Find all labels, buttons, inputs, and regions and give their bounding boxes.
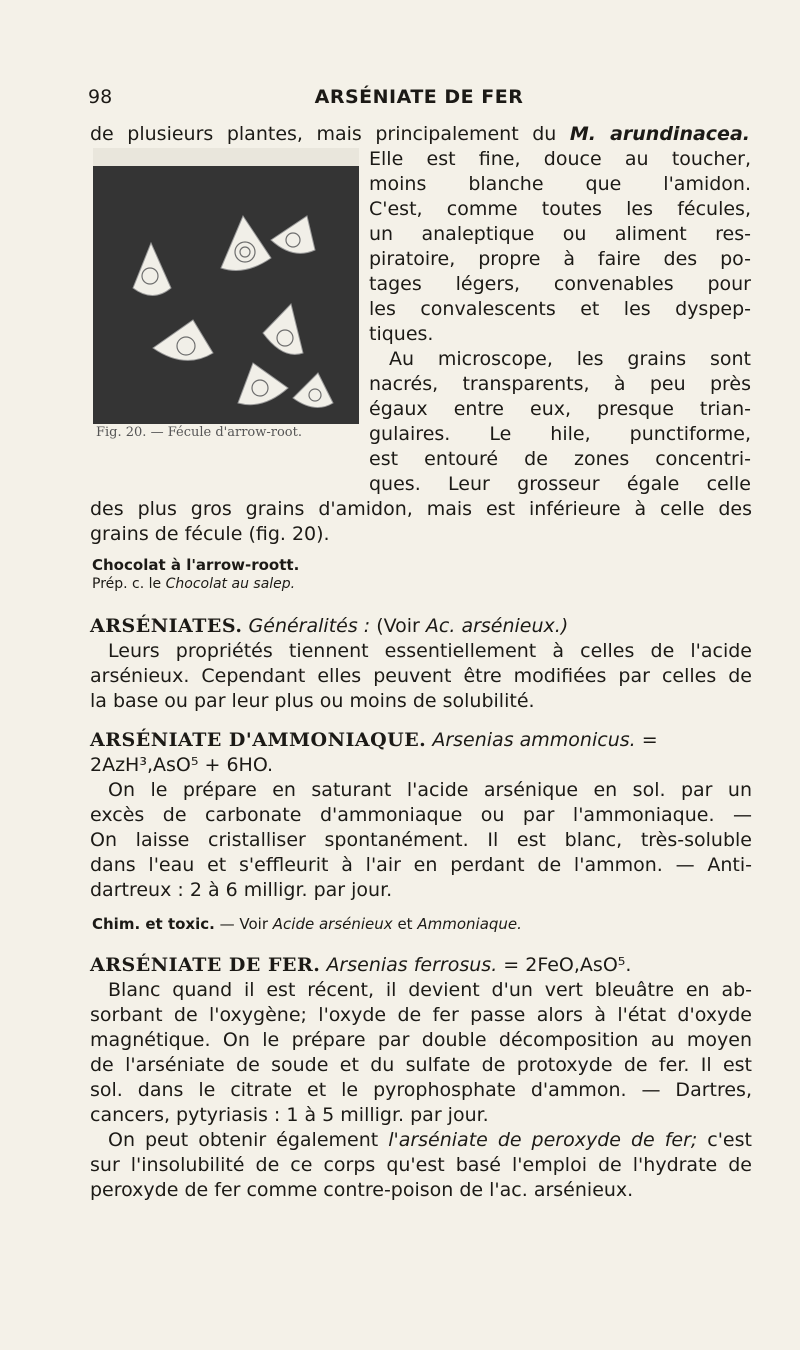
running-title: ARSÉNIATE DE FER <box>314 86 524 108</box>
fer-line: magnétique. On le prépare par double décomposition au moyen <box>90 1029 752 1051</box>
right-line: moins blanche que l'amidon. <box>369 173 751 195</box>
species-name: M. arundinacea. <box>569 123 750 145</box>
right-line: est entouré de zones concentri- <box>369 448 751 470</box>
ammoniaque-line: On laisse cristalliser spontanément. Il est blanc, très-soluble <box>90 829 752 851</box>
ammoniaque-line: dartreux : 2 à 6 milligr. par jour. <box>90 879 393 901</box>
fer-line: sol. dans le citrate et le pyrophosphate d'ammon. — Dartres, <box>90 1079 752 1101</box>
ammoniaque-line: excès de carbonate d'ammoniaque ou par l'ammoniaque. — <box>90 804 752 826</box>
fer-line: cancers, pytyriasis : 1 à 5 milligr. par jour. <box>90 1104 489 1126</box>
right-line: tages légers, convenables pour <box>369 273 751 295</box>
chocolat-prep: Prép. c. le Chocolat au salep. <box>92 576 296 592</box>
fer-tail-line: sur l'insolubilité de ce corps qu'est basé l'emploi de l'hydrate de <box>90 1154 752 1176</box>
continuation-line: grains de fécule (fig. 20). <box>90 523 330 545</box>
ammoniaque-line: dans l'eau et s'effleurit à l'air en perdant de l'ammon. — Anti- <box>90 854 752 876</box>
arseniates-line: la base ou par leur plus ou moins de solubilité. <box>90 690 535 712</box>
arseniates-heading-line: ARSÉNIATES. Généralités : (Voir Ac. arsénieux.) <box>90 615 569 637</box>
microscope-figure <box>93 148 359 424</box>
right-line: nacrés, transparents, à peu près <box>369 373 751 395</box>
fer-latin: Arsenias ferrosus. <box>326 954 498 976</box>
fer-line: de l'arséniate de soude et du sulfate de protoxyde de fer. Il est <box>90 1054 752 1076</box>
ammoniaque-heading: ARSÉNIATE D'AMMONIAQUE. <box>90 729 427 751</box>
chim-note: Chim. et toxic. — Voir Acide arsénieux et Ammoniaque. <box>92 915 522 933</box>
fer-line: Blanc quand il est récent, il devient d'un vert bleuâtre en ab- <box>108 979 752 1001</box>
ammoniaque-heading-line: ARSÉNIATE D'AMMONIAQUE. Arsenias ammonicus. = <box>90 729 658 751</box>
fer-heading-line: ARSÉNIATE DE FER. Arsenias ferrosus. = 2FeO,AsO⁵. <box>90 954 632 976</box>
right-line: Elle est fine, douce au toucher, <box>369 148 751 170</box>
intro-line <box>90 122 750 147</box>
ammoniaque-line: On le prépare en saturant l'acide arsénique en sol. par un <box>108 779 752 801</box>
right-line: C'est, comme toutes les fécules, <box>369 198 751 220</box>
ammoniaque-latin: Arsenias ammonicus. <box>432 729 636 751</box>
right-line: Au microscope, les grains sont <box>389 348 751 370</box>
right-line: ques. Leur grosseur égale celle <box>369 473 751 495</box>
right-line: gulaires. Le hile, punctiforme, <box>369 423 751 445</box>
arseniates-subtitle: Généralités : <box>248 615 371 637</box>
right-line: les convalescents et les dyspep- <box>369 298 751 320</box>
page-number: 98 <box>88 86 113 108</box>
fer-peroxyde-line: On peut obtenir également l'arséniate de peroxyde de fer; c'est <box>108 1129 752 1151</box>
starch-grains-illustration <box>93 148 359 424</box>
right-line: piratoire, propre à faire des po- <box>369 248 751 270</box>
fer-tail-line: peroxyde de fer comme contre-poison de l'ac. arsénieux. <box>90 1179 634 1201</box>
arseniates-heading: ARSÉNIATES. <box>90 615 243 637</box>
arseniates-line: arsénieux. Cependant elles peuvent être modifiées par celles de <box>90 665 752 687</box>
figure-caption: Fig. 20. — Fécule d'arrow-root. <box>96 425 302 440</box>
fer-line: sorbant de l'oxygène; l'oxyde de fer passe alors à l'état d'oxyde <box>90 1004 752 1026</box>
running-header <box>88 86 750 116</box>
arseniates-line: Leurs propriétés tiennent essentiellement à celles de l'acide <box>108 640 752 662</box>
intro-text: de plusieurs plantes, mais principalement du <box>90 123 557 145</box>
right-line: un analeptique ou aliment res- <box>369 223 751 245</box>
chocolat-title: Chocolat à l'arrow-roott. <box>92 556 300 574</box>
continuation-line: des plus gros grains d'amidon, mais est inférieure à celle des <box>90 498 752 520</box>
ammoniaque-formula: 2AzH³,AsO⁵ + 6HO. <box>90 754 274 776</box>
right-line: égaux entre eux, presque trian- <box>369 398 751 420</box>
fer-heading: ARSÉNIATE DE FER. <box>90 954 321 976</box>
right-line: tiques. <box>369 323 434 345</box>
